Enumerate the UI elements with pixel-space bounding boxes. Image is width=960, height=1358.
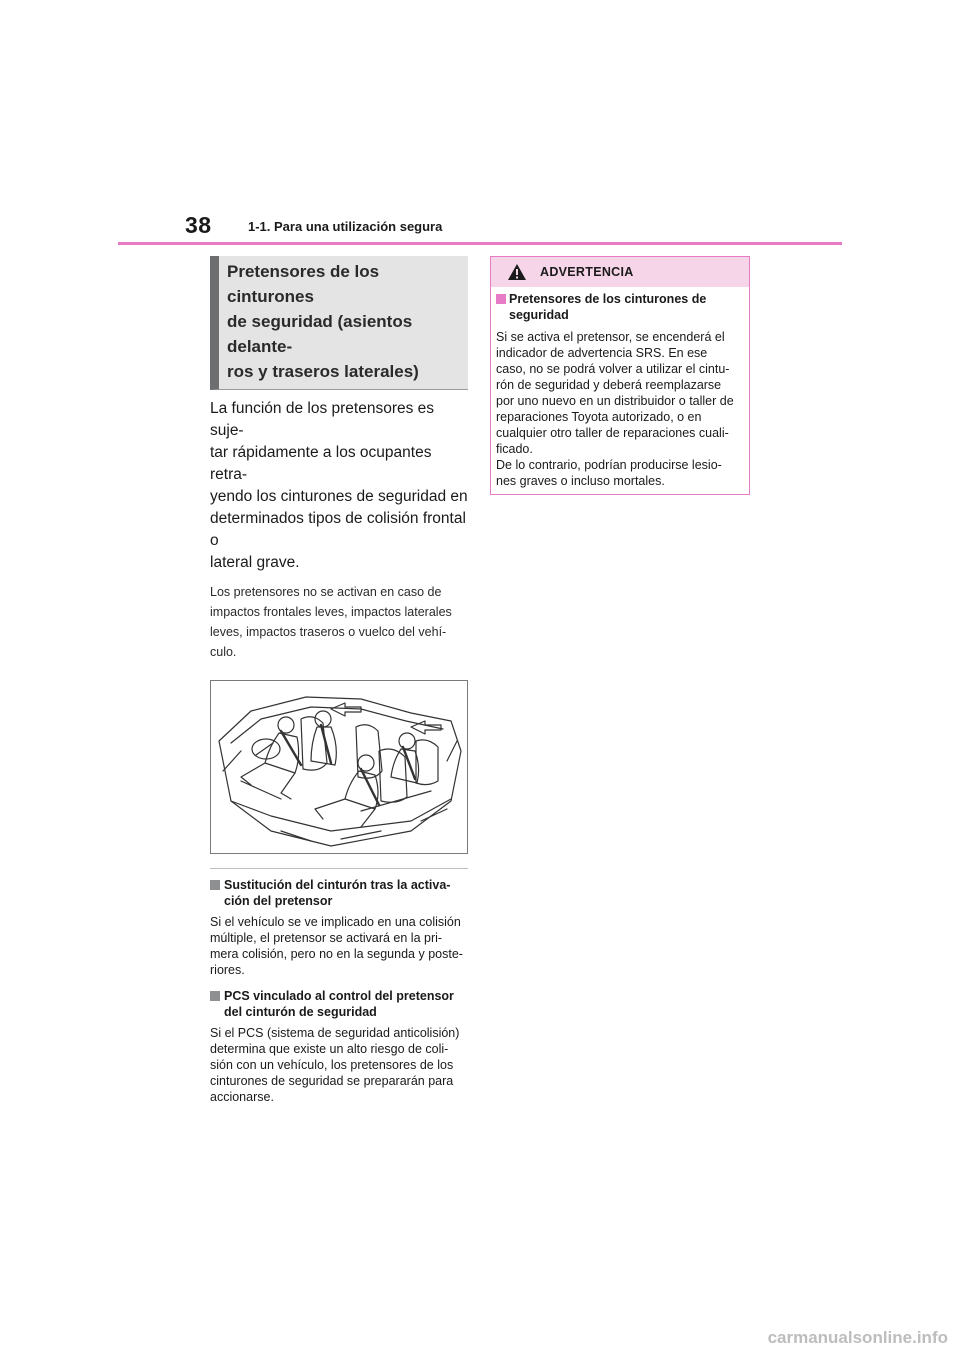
warning-text-line: rón de seguridad y deberá reemplazarse — [496, 378, 722, 392]
watermark-text: carmanualsonline.info — [767, 1328, 948, 1347]
lead-line: yendo los cinturones de seguridad en — [210, 488, 468, 505]
sub-heading-line: ción del pretensor — [224, 894, 333, 908]
sub-text-line: Si el PCS (sistema de seguridad anticolisión) — [210, 1026, 460, 1040]
page-number: 38 — [185, 212, 212, 238]
sub-heading-line: PCS vinculado al control del pretensor — [224, 989, 454, 1003]
warning-text-line: por uno nuevo en un distribuidor o taller de — [496, 394, 734, 408]
lead-line: lateral grave. — [210, 554, 300, 571]
warning-box — [490, 256, 750, 495]
warning-label: ADVERTENCIA — [540, 265, 634, 279]
car-illustration-icon — [211, 681, 467, 853]
square-bullet-icon — [210, 880, 220, 890]
note-line: leves, impactos traseros o vuelco del vehí- — [210, 625, 447, 639]
sub-text-line: accionarse. — [210, 1090, 274, 1104]
sub-text-line: riores. — [210, 963, 245, 977]
lead-line: La función de los pretensores es suje- — [210, 400, 435, 439]
sub-text-line: Si el vehículo se ve implicado en una colisión — [210, 915, 461, 929]
warning-heading-line: Pretensores de los cinturones de — [509, 292, 707, 306]
lead-paragraph — [210, 398, 468, 574]
sub-text-line: sión con un vehículo, los pretensores de los — [210, 1058, 454, 1072]
warning-text-line: ficado. — [496, 442, 533, 456]
figure-divider — [210, 868, 468, 869]
sub-section-replacement — [210, 877, 468, 978]
heading-line: Pretensores de los cinturones — [227, 262, 380, 306]
sub-heading-line: Sustitución del cinturón tras la activa- — [224, 878, 451, 892]
sub-text-line: mera colisión, pero no en la segunda y poste- — [210, 947, 463, 961]
heading-line: de seguridad (asientos delante- — [227, 312, 413, 356]
warning-text — [496, 329, 744, 457]
sub-heading — [210, 877, 468, 909]
warning-text-line: cualquier otro taller de reparaciones cuali- — [496, 426, 729, 440]
warning-text-line: reparaciones Toyota autorizado, o en — [496, 410, 702, 424]
sub-text-line: determina que existe un alto riesgo de coli- — [210, 1042, 449, 1056]
note-paragraph — [210, 582, 468, 662]
warning-text-consequence — [496, 457, 744, 489]
sub-section-pcs — [210, 988, 468, 1105]
note-line: culo. — [210, 645, 237, 659]
sub-heading — [210, 988, 468, 1020]
header-rule — [118, 242, 842, 245]
warning-text-line: De lo contrario, podrían producirse lesio- — [496, 458, 722, 472]
sub-text — [210, 914, 468, 978]
sub-text-line: cinturones de seguridad se prepararán para — [210, 1074, 454, 1088]
left-column — [210, 256, 468, 1105]
note-line: Los pretensores no se activan en caso de — [210, 585, 442, 599]
sub-text — [210, 1025, 468, 1105]
heading-line: ros y traseros laterales) — [227, 362, 419, 381]
warning-triangle-icon — [507, 263, 527, 286]
warning-sub-heading — [496, 291, 744, 323]
warning-heading-line: seguridad — [509, 308, 569, 322]
warning-text-line: nes graves o incluso mortales. — [496, 474, 665, 488]
note-line: impactos frontales leves, impactos laterales — [210, 605, 452, 619]
sub-heading-line: del cinturón de seguridad — [224, 1005, 377, 1019]
section-title: 1-1. Para una utilización segura — [248, 219, 443, 234]
warning-header — [491, 257, 749, 287]
warning-text-line: Si se activa el pretensor, se encenderá el — [496, 330, 725, 344]
warning-text-line: caso, no se podrá volver a utilizar el cintu- — [496, 362, 730, 376]
section-heading — [210, 256, 468, 390]
car-interior-seatbelt-illustration — [210, 680, 468, 854]
warning-body — [491, 287, 749, 489]
square-bullet-icon — [210, 991, 220, 1001]
sub-text-line: múltiple, el pretensor se activará en la pri- — [210, 931, 443, 945]
warning-text-line: indicador de advertencia SRS. En ese — [496, 346, 708, 360]
square-bullet-icon — [496, 294, 506, 304]
lead-line: determinados tipos de colisión frontal o — [210, 510, 466, 549]
lead-line: tar rápidamente a los ocupantes retra- — [210, 444, 432, 483]
